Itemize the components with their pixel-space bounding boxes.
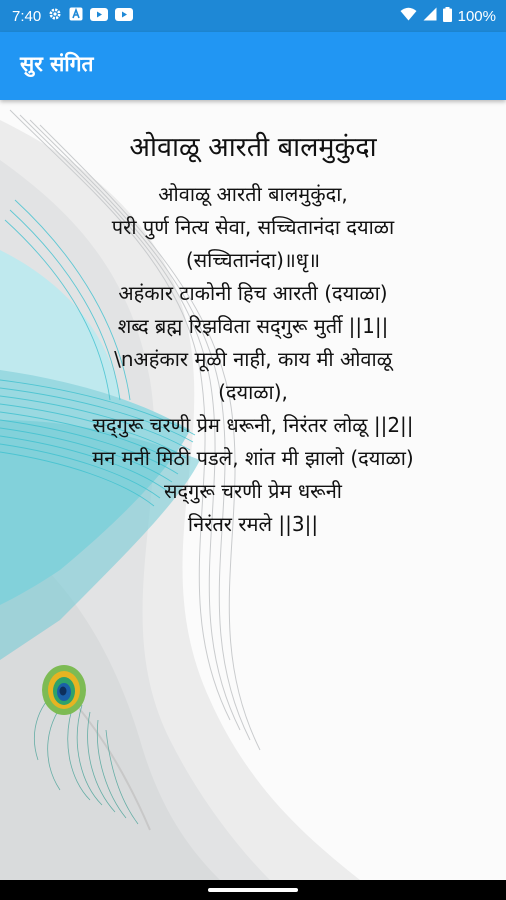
aarti-text <box>0 130 506 541</box>
aarti-line: शब्द ब्रह्म रिझविता सद्‌गुरू मुर्ती ||1|| <box>117 314 389 338</box>
aarti-line: अहंकार टाकोनी हिच आरती (दयाळा) <box>118 281 388 305</box>
a-app-icon <box>69 7 83 25</box>
gear-icon <box>48 7 62 25</box>
app-title: सुर संगित <box>20 52 94 76</box>
app-bar <box>0 32 506 100</box>
aarti-title: ओवाळू आरती बालमुकुंदा <box>129 132 377 163</box>
aarti-line: (सच्चितानंदा)॥धृ॥ <box>185 248 321 272</box>
aarti-line: निरंतर रमले ||3|| <box>187 512 319 536</box>
aarti-line: ओवाळू आरती बालमुकुंदा, <box>158 182 348 206</box>
battery-icon <box>443 7 452 26</box>
youtube-icon <box>115 8 133 25</box>
status-bar <box>0 0 506 32</box>
aarti-line: मन मनी मिठी पडले, शांत मी झालो (दयाळा) <box>92 446 414 470</box>
aarti-line: सद्‌गुरू चरणी प्रेम धरूनी, निरंतर लोळू ||2|| <box>92 413 414 437</box>
aarti-line: (दयाळा), <box>218 380 288 404</box>
wifi-icon <box>400 7 417 25</box>
signal-icon <box>423 7 437 25</box>
aarti-content[interactable] <box>0 100 506 880</box>
aarti-line: \nअहंकार मूळी नाही, काय मी ओवाळू <box>114 347 392 371</box>
battery-percent: 100% <box>457 7 496 25</box>
aarti-verses <box>0 178 506 541</box>
status-right-group <box>400 0 496 32</box>
aarti-line: सद्‌गुरू चरणी प्रेम धरूनी <box>164 479 342 503</box>
aarti-line: परी पुर्ण नित्य सेवा, सच्चितानंदा दयाळा <box>111 215 395 239</box>
home-gesture-handle[interactable] <box>208 888 298 892</box>
status-time: 7:40 <box>12 7 42 25</box>
status-left-group <box>0 7 133 25</box>
youtube-icon <box>90 8 108 25</box>
